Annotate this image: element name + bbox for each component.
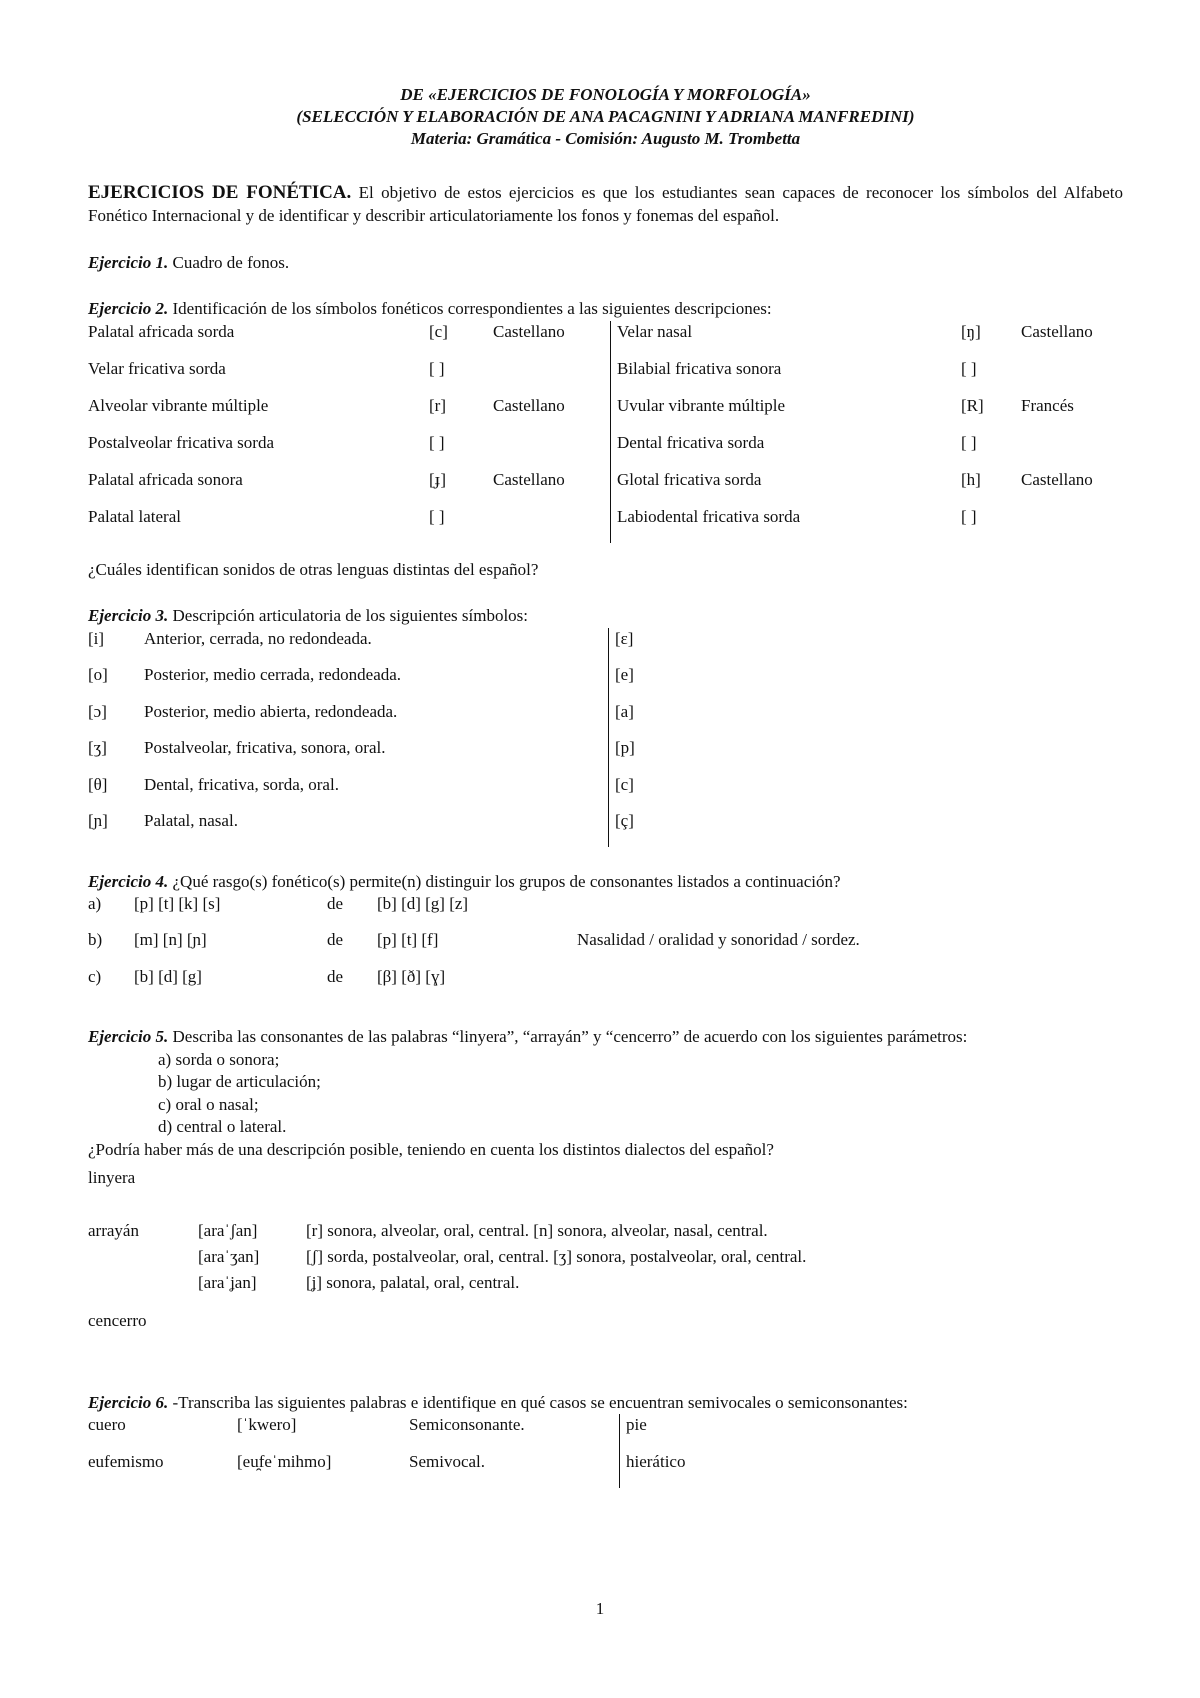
right-description: Uvular vibrante múltiple xyxy=(611,395,962,432)
left-description: Palatal africada sorda xyxy=(88,321,235,341)
exercise-5-question: ¿Podría haber más de una descripción posible, teniendo en cuenta los distintos dialectos del español? xyxy=(88,1139,774,1159)
description: [ʝ] sonora, palatal, oral, central. xyxy=(306,1272,520,1292)
parameter-list xyxy=(158,1049,1123,1139)
document-header xyxy=(88,84,1123,150)
exercise-3-text: Descripción articulatoria de los siguientes símbolos: xyxy=(168,606,529,626)
symbol: [i] xyxy=(88,628,105,648)
item-letter: c) xyxy=(88,966,102,986)
intro-paragraph xyxy=(88,180,1123,228)
table-row xyxy=(88,506,1121,543)
right-symbol: [ɛ] xyxy=(609,628,676,665)
right-language xyxy=(1021,432,1121,469)
exercise-5-text: Describa las consonantes de las palabras “linyera”, “arrayán” y “cencerro” de acuerdo con los siguientes parámetros: xyxy=(168,1027,968,1047)
description: Anterior, cerrada, no redondeada. xyxy=(144,628,372,648)
table-row xyxy=(88,395,1121,432)
exercise-6-heading xyxy=(88,1392,1123,1414)
table-row xyxy=(88,929,977,966)
exercise-3-table xyxy=(88,628,675,847)
symbol: [ɔ] xyxy=(88,701,107,721)
exercise-2-label: Ejercicio 2. xyxy=(88,299,169,319)
exercise-2-text: Identificación de los símbolos fonéticos correspondientes a las siguientes descripciones: xyxy=(168,299,772,319)
right-symbol: [c] xyxy=(609,774,676,811)
consonant-group-1: [p] [t] [k] [s] xyxy=(134,893,221,913)
exercise-3-heading xyxy=(88,605,1123,627)
transcription: [araˈʒan] xyxy=(198,1246,260,1266)
header-authors: (SELECCIÓN Y ELABORACIÓN DE ANA PACAGNINI Y ADRIANA MANFREDINI) xyxy=(296,107,915,127)
exercise-5-label: Ejercicio 5. xyxy=(88,1027,169,1047)
table-row xyxy=(88,1220,1006,1246)
table-row xyxy=(88,1246,1006,1272)
answer xyxy=(577,966,977,1003)
left-description: Palatal lateral xyxy=(88,506,181,526)
left-description: Postalveolar fricativa sorda xyxy=(88,432,274,452)
left-symbol: [ ] xyxy=(429,358,445,378)
exercise-2-question: ¿Cuáles identifican sonidos de otras lenguas distintas del español? xyxy=(88,559,539,579)
item-letter: b) xyxy=(88,930,103,950)
description: Posterior, medio abierta, redondeada. xyxy=(144,701,398,721)
header-course: Materia: Gramática - Comisión: Augusto M. Trombetta xyxy=(410,129,801,149)
table-row xyxy=(88,469,1121,506)
left-language xyxy=(491,506,611,543)
description: Postalveolar, fricativa, sonora, oral. xyxy=(144,738,386,758)
right-symbol: [R] xyxy=(961,395,984,415)
table-row xyxy=(88,774,675,811)
consonant-group-2: [β] [ð] [ɣ] xyxy=(377,966,446,986)
table-row xyxy=(88,1451,826,1488)
right-symbol: [e] xyxy=(609,664,676,701)
left-symbol: [ ] xyxy=(429,506,445,526)
description: Palatal, nasal. xyxy=(144,811,238,831)
right-word: hierático xyxy=(620,1451,827,1488)
document-page xyxy=(88,84,1123,1488)
exercise-2-heading xyxy=(88,298,1123,320)
exercise-1-label: Ejercicio 1. xyxy=(88,252,169,272)
transcription: [eu̯feˈmihmo] xyxy=(237,1452,332,1472)
word-linyera: linyera xyxy=(88,1168,136,1188)
table-row xyxy=(88,321,1121,358)
exercise-4-heading xyxy=(88,871,1123,893)
left-symbol: [ ] xyxy=(429,432,445,452)
table-row xyxy=(88,737,675,774)
exercise-1 xyxy=(88,252,1123,274)
left-description: Velar fricativa sorda xyxy=(88,358,226,378)
description: Posterior, medio cerrada, redondeada. xyxy=(144,665,402,685)
left-language: Castellano xyxy=(493,395,565,415)
list-item: c) oral o nasal; xyxy=(158,1094,259,1114)
word: eufemismo xyxy=(88,1452,164,1472)
exercise-4-table xyxy=(88,893,977,1003)
right-symbol: [ ] xyxy=(961,506,977,526)
right-language: Castellano xyxy=(1021,469,1093,489)
table-row xyxy=(88,1272,1006,1298)
transcription: [araˈʃan] xyxy=(198,1220,258,1240)
exercise-5-table xyxy=(88,1220,1006,1298)
table-row xyxy=(88,701,675,738)
right-symbol: [ ] xyxy=(961,358,977,378)
symbol: [θ] xyxy=(88,774,108,794)
intro-text: El objetivo de estos ejercicios es que los estudiantes sean capaces de reconocer los símbolos del Alfabeto Fonético Internacional y de identificar y describir articulatoriamente los fonos y fonemas del español. xyxy=(88,183,1123,226)
right-description: Labiodental fricativa sorda xyxy=(611,506,962,543)
transcription: [araˈʝan] xyxy=(198,1272,257,1292)
connector: de xyxy=(327,930,344,950)
left-language: Castellano xyxy=(493,321,565,341)
word: cuero xyxy=(88,1415,126,1435)
right-language xyxy=(1021,358,1121,395)
table-row xyxy=(88,664,675,701)
exercise-5-heading xyxy=(88,1026,1123,1048)
right-description: Glotal fricativa sorda xyxy=(611,469,962,506)
table-row xyxy=(88,966,977,1003)
description: Dental, fricativa, sorda, oral. xyxy=(144,774,339,794)
classification: Semivocal. xyxy=(409,1452,486,1472)
symbol: [ʒ] xyxy=(88,738,107,758)
answer xyxy=(577,893,977,930)
exercise-4-text: ¿Qué rasgo(s) fonético(s) permite(n) distinguir los grupos de consonantes listados a continuación? xyxy=(168,871,841,891)
right-symbol: [ ] xyxy=(961,432,977,452)
connector: de xyxy=(327,893,344,913)
answer: Nasalidad / oralidad y sonoridad / sordez. xyxy=(577,930,860,950)
exercise-4-label: Ejercicio 4. xyxy=(88,871,169,891)
description: [r] sonora, alveolar, oral, central. [n] sonora, alveolar, nasal, central. xyxy=(306,1220,768,1240)
table-row xyxy=(88,1414,826,1451)
classification: Semiconsonante. xyxy=(409,1415,525,1435)
left-symbol: [c] xyxy=(429,321,448,341)
right-symbol: [a] xyxy=(609,701,676,738)
table-row xyxy=(88,893,977,930)
consonant-group-1: [m] [n] [ɲ] xyxy=(134,930,207,950)
right-symbol: [h] xyxy=(961,469,981,489)
header-title: DE «EJERCICIOS DE FONOLOGÍA Y MORFOLOGÍA» xyxy=(400,85,811,104)
description: [ʃ] sorda, postalveolar, oral, central. [ʒ] sonora, postalveolar, oral, central. xyxy=(306,1246,807,1266)
list-item: b) lugar de articulación; xyxy=(158,1072,321,1092)
intro-lead: EJERCICIOS DE FONÉTICA. xyxy=(88,182,352,204)
left-description: Alveolar vibrante múltiple xyxy=(88,395,269,415)
exercise-1-text: Cuadro de fonos. xyxy=(168,252,290,272)
table-row xyxy=(88,628,675,665)
right-language: Castellano xyxy=(1021,321,1093,341)
list-item: a) sorda o sonora; xyxy=(158,1049,280,1069)
left-symbol: [ɟ] xyxy=(429,469,446,489)
right-language: Francés xyxy=(1021,395,1074,415)
table-row xyxy=(88,432,1121,469)
consonant-group-2: [p] [t] [f] xyxy=(377,930,439,950)
right-language xyxy=(1021,506,1121,543)
exercise-6-label: Ejercicio 6. xyxy=(88,1392,169,1412)
left-description: Palatal africada sonora xyxy=(88,469,243,489)
right-symbol: [p] xyxy=(609,737,676,774)
left-language xyxy=(491,432,611,469)
exercise-6-text: -Transcriba las siguientes palabras e identifique en qué casos se encuentran semivocales o semiconsonantes: xyxy=(168,1392,908,1412)
list-item: d) central o lateral. xyxy=(158,1117,287,1137)
right-symbol: [ç] xyxy=(609,810,676,847)
exercise-2-table xyxy=(88,321,1121,543)
word-arrayan: arrayán xyxy=(88,1220,139,1240)
consonant-group-2: [b] [d] [g] [z] xyxy=(377,893,469,913)
exercise-6-table xyxy=(88,1414,826,1488)
exercise-3-label: Ejercicio 3. xyxy=(88,606,169,626)
transcription: [ˈkwero] xyxy=(237,1415,297,1435)
consonant-group-1: [b] [d] [g] xyxy=(134,966,202,986)
word-cencerro: cencerro xyxy=(88,1310,147,1330)
right-symbol: [ŋ] xyxy=(961,321,981,341)
right-word: pie xyxy=(620,1414,827,1451)
left-language: Castellano xyxy=(493,469,565,489)
right-description: Dental fricativa sorda xyxy=(611,432,962,469)
left-symbol: [r] xyxy=(429,395,446,415)
page-number: 1 xyxy=(595,1599,605,1618)
left-language xyxy=(491,358,611,395)
table-row xyxy=(88,810,675,847)
symbol: [o] xyxy=(88,665,108,685)
connector: de xyxy=(327,966,344,986)
item-letter: a) xyxy=(88,893,102,913)
symbol: [ɲ] xyxy=(88,811,108,831)
right-description: Velar nasal xyxy=(611,321,962,358)
table-row xyxy=(88,358,1121,395)
right-description: Bilabial fricativa sonora xyxy=(611,358,962,395)
